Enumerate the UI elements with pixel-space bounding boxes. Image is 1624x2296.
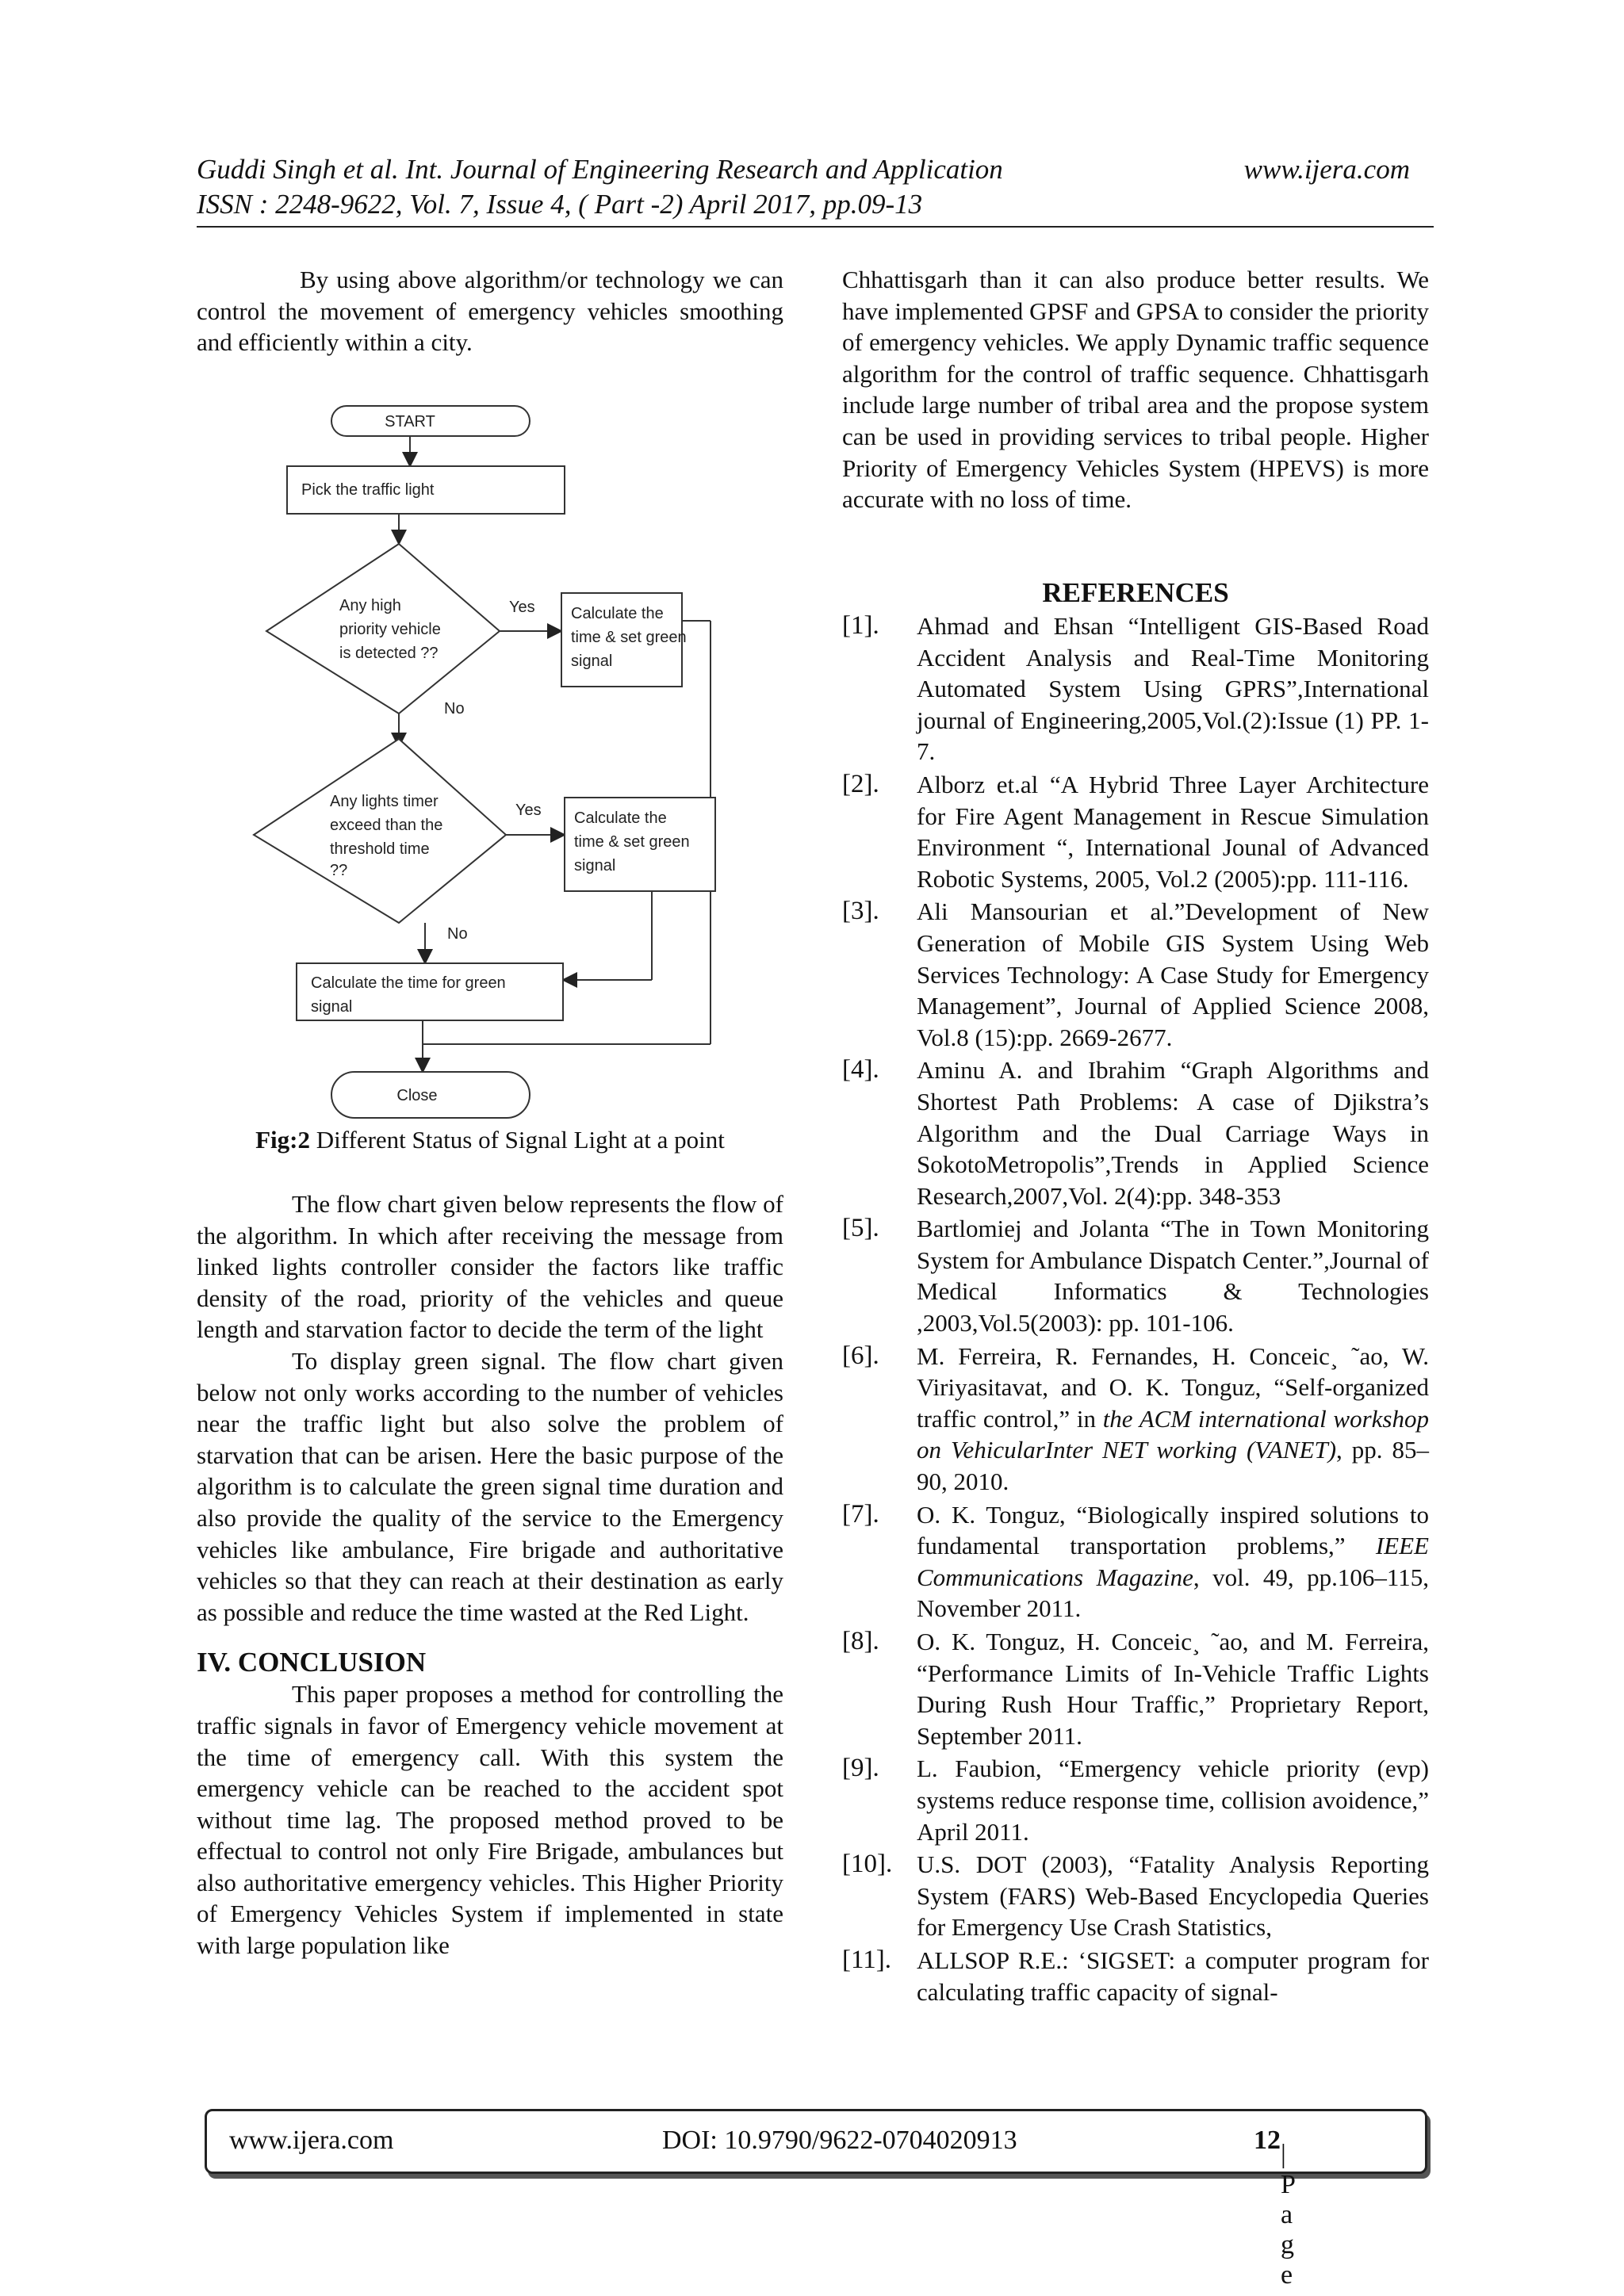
- yes-label-1: Yes: [509, 599, 535, 616]
- no-label-2: No: [447, 925, 468, 943]
- decision2-line3: threshold time: [330, 840, 430, 858]
- continued-paragraph: Chhattisgarh than it can also produce better results. We have implemented GPSF and GPSA to consider the priority of emergency vehicles. We apply Dynamic traffic sequence algorithm for the control of traffic sequence. Chhattisgarh include large number of tribal area and the propose system can be used in providing services to tribal people. Higher Priority of Emergency Vehicles System (HPEVS) is more accurate with no loss of time.: [842, 266, 1429, 514]
- calc-green-line1: Calculate the time for green: [311, 974, 506, 992]
- page-label: | P a g e: [1281, 2140, 1295, 2290]
- start-label: START: [385, 413, 435, 430]
- page-number: 12: [1254, 2126, 1281, 2155]
- reference-item: [8]. O. K. Tonguz, H. Conceic¸ ˜ao, and M. Ferreira, “Performance Limits of In-Vehicle Traffic Lights During Rush Hour Traffic,” Proprietary Report, September 2011.: [842, 1627, 1429, 1750]
- figure-caption: [197, 1124, 783, 1156]
- calc1-line1: Calculate the: [571, 605, 664, 622]
- left-column: [197, 264, 783, 358]
- decision1-line2: priority vehicle: [339, 621, 441, 638]
- running-header: [197, 152, 1410, 187]
- reference-item: [2]. Alborz et.al “A Hybrid Three Layer Architecture for Fire Agent Management in Rescue Simulation Environment “, International Jounal of Advanced Robotic Systems, 2005, Vol.2 (2005):pp. 111-116.: [842, 769, 1429, 893]
- footer-site[interactable]: www.ijera.com: [229, 2126, 394, 2155]
- decision1-line3: is detected ??: [339, 645, 439, 662]
- calc-green-line2: signal: [311, 998, 353, 1016]
- header-issn: ISSN : 2248-9622, Vol. 7, Issue 4, ( Part -2) April 2017, pp.09-13: [197, 189, 923, 220]
- conclusion-heading: IV. CONCLUSION: [197, 1647, 427, 1678]
- yes-label-2: Yes: [515, 802, 542, 819]
- caption-label: Fig:2: [255, 1126, 310, 1154]
- calc2-line2: time & set green: [574, 833, 690, 851]
- flowchart: [238, 396, 761, 1126]
- reference-item: [6]. M. Ferreira, R. Fernandes, H. Conceic¸ ˜ao, W. Viriyasitavat, and O. K. Tonguz, “Self-organized traffic control,” in the ACM international workshop on VehicularInter NET working (VANET), pp. 85–90, 2010.: [842, 1341, 1429, 1496]
- right-column: [842, 264, 1429, 515]
- footer-page: [1254, 2126, 1295, 2290]
- left-body: [197, 1188, 783, 1961]
- reference-item: [11]. ALLSOP R.E.: ‘SIGSET: a computer program for calculating traffic capacity of signal-: [842, 1945, 1429, 2006]
- caption-text: Different Status of Signal Light at a point: [309, 1126, 725, 1154]
- decision2-line2: exceed than the: [330, 817, 443, 834]
- footer-doi: DOI: 10.9790/9622-0704020913: [662, 2126, 1017, 2155]
- header-rule: [197, 226, 1434, 228]
- calc2-line1: Calculate the: [574, 809, 667, 827]
- no-label-1: No: [444, 700, 465, 718]
- header-citation: Guddi Singh et al. Int. Journal of Engineering Research and Application: [197, 154, 1003, 185]
- reference-item: [5]. Bartlomiej and Jolanta “The in Town Monitoring System for Ambulance Dispatch Center.”,Journal of Medical Informatics & Technologies ,2003,Vol.5(2003): pp. 101-106.: [842, 1214, 1429, 1337]
- reference-item: [4]. Aminu A. and Ibrahim “Graph Algorithms and Shortest Path Problems: A case of Djikstra’s Algorithm and the Dual Carriage Ways in SokotoMetropolis”,Trends in Applied Science Research,2007,Vol. 2(4):pp. 348-353: [842, 1055, 1429, 1210]
- reference-item: [3]. Ali Mansourian et al.”Development of New Generation of Mobile GIS System Using Web Services Technology: A Case Study for Emergency Management”, Journal of Applied Science 2008, Vol.8 (15):pp. 2669-2677.: [842, 897, 1429, 1051]
- decision2-line4: ??: [330, 862, 348, 879]
- decision2-line1: Any lights timer: [330, 793, 439, 810]
- body-paragraph-1: The flow chart given below represents the flow of the algorithm. In which after receiving the message from linked lights controller consider the factors like traffic density of the road, priority of the vehicles and queue length and starvation factor to decide the term of the light: [197, 1190, 783, 1344]
- calc1-line2: time & set green: [571, 629, 687, 646]
- body-paragraph-2: To display green signal. The flow chart given below not only works according to the number of vehicles near the traffic light but also solve the problem of starvation that can be arisen. Here the basic purpose of the algorithm is to calculate the green signal time duration and also provide the quality of the service to the Emergency vehicles like ambulance, Fire brigade and authoritative vehicles so that they can reach at their destination as early as possible and reduce the time wasted at the Red Light.: [197, 1346, 783, 1626]
- reference-item: [10]. U.S. DOT (2003), “Fatality Analysis Reporting System (FARS) Web-Based Encyclopedia Queries for Emergency Use Crash Statistics,: [842, 1850, 1429, 1942]
- references-heading: REFERENCES: [1042, 577, 1229, 608]
- page-footer: [205, 2109, 1427, 2290]
- header-site[interactable]: www.ijera.com: [1243, 154, 1410, 185]
- reference-item: [1]. Ahmad and Ehsan “Intelligent GIS-Based Road Accident Analysis and Real-Time Monitoring Automated System Using GPRS”,International journal of Engineering,2005,Vol.(2):Issue (1) PP. 1-7.: [842, 611, 1429, 766]
- reference-item: [7]. O. K. Tonguz, “Biologically inspired solutions to fundamental transportation problems,” IEEE Communications Magazine, vol. 49, pp.106–115, November 2011.: [842, 1499, 1430, 1623]
- reference-item: [9]. L. Faubion, “Emergency vehicle priority (evp) systems reduce response time, collision avoidence,” April 2011.: [842, 1754, 1429, 1846]
- intro-paragraph: By using above algorithm/or technology we can control the movement of emergency vehicles smoothing and efficiently within a city.: [197, 266, 783, 357]
- close-label: Close: [396, 1087, 438, 1104]
- pick-label: Pick the traffic light: [301, 481, 435, 499]
- references-section: [842, 577, 1429, 2009]
- calc2-line3: signal: [574, 857, 616, 874]
- conclusion-paragraph: This paper proposes a method for controlling the traffic signals in favor of Emergency vehicle movement at the time of emergency call. With this system the emergency vehicle can be reached to the accident spot without time lag. The proposed method proved to be effectual to control not only Fire Brigade, ambulances but also authoritative emergency vehicles. This Higher Priority of Emergency Vehicles System if implemented in state with large population like: [197, 1680, 783, 1960]
- calc1-line3: signal: [571, 652, 613, 670]
- decision1-line1: Any high: [339, 597, 401, 614]
